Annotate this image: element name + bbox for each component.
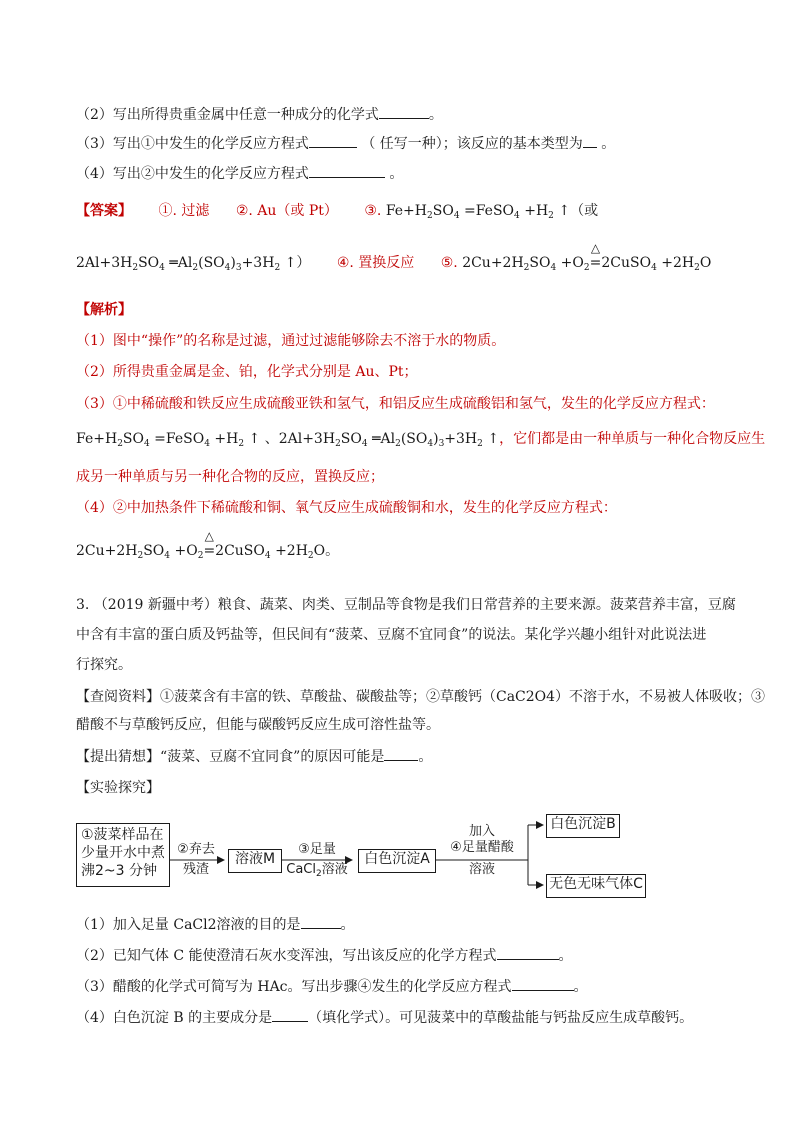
answer-equation-3: $Fe+H_2SO_4$ =FeSO$_4$ $+H_2$ ↑（或 xyxy=(385,203,599,221)
question-2: （2）写出所得贵重金属中任意一种成分的化学式 。 xyxy=(76,104,443,125)
answer-equation-5: $2Cu+2H_2SO_4 +O_2$ △ =2CuSO$_4$ $+2H_2O$ xyxy=(462,241,712,273)
flow-label-2: ③足量 xyxy=(298,842,336,857)
answer-blank xyxy=(512,976,574,991)
flow-label-1: ②弃去 xyxy=(177,842,215,857)
answer-blank xyxy=(497,945,559,960)
flow-box-precipitate-a: 白色沉淀A xyxy=(358,849,436,873)
question-4: （4）写出②中发生的化学反应方程式 。 xyxy=(76,163,403,184)
analysis-line-6: （4）②中加热条件下稀硫酸和铜、氧气反应生成硫酸铜和水，发生的化学反应方程式： xyxy=(76,500,617,516)
analysis-line-2: （2）所得贵重金属是金、铂，化学式分别是 Au、Pt； xyxy=(76,364,418,380)
analysis-line-3: （3）①中稀硫酸和铁反应生成硫酸亚铁和氢气，和铝反应生成硫酸铝和氢气，发生的化学反应方程式： xyxy=(76,396,715,412)
problem-3-line-6: 【提出猜想】“菠菜、豆腐不宜同食”的原因可能是 。 xyxy=(76,746,432,767)
answer-blank xyxy=(272,1007,308,1022)
analysis-line-4: $Fe+H_2SO_4$ =FeSO$_4$ $+H_2$ ↑ 、$2Al+3H_2SO_4$ $═Al_2(SO_4)_3+3H_2$ ↑，它们都是由一种单质与一种化合物反应生 xyxy=(76,431,766,449)
answer-equation-3b: $2Al+3H_2SO_4$ $═Al_2(SO_4)_3+3H_2$ ↑） xyxy=(76,255,311,273)
problem-3-line-5: 醋酸不与草酸钙反应，但能与碳酸钙反应生成可溶性盐等。 xyxy=(76,717,440,733)
flow-box-gas-c: 无色无味气体C xyxy=(546,874,646,898)
subq-3: （3）醋酸的化学式可简写为 HAc。写出步骤④发生的化学反应方程式 。 xyxy=(76,976,588,997)
question-3: （3）写出①中发生的化学反应方程式 （ 任写一种）；该反应的基本类型为 。 xyxy=(76,133,615,154)
problem-3-line-4: 【查阅资料】①菠菜含有丰富的铁、草酸盐、碳酸盐等；②草酸钙（CaC2O4）不溶于水，不易被人体吸收；③ xyxy=(76,689,766,705)
analysis-equation-2: $2Cu+2H_2SO_4 +O_2$ △ =2CuSO$_4$ $+2H_2O$ xyxy=(76,529,326,561)
flow-box-sample: ①菠菜样品在 少量开水中煮 沸2~3 分钟 xyxy=(76,823,170,887)
problem-3-line-2: 中含有丰富的蛋白质及钙盐等，但民间有“菠菜、豆腐不宜同食”的说法。某化学兴趣小组针对此说法进 xyxy=(76,627,707,643)
subq-2: （2）已知气体 C 能使澄清石灰水变浑浊，写出该反应的化学方程式 。 xyxy=(76,945,573,966)
analysis-label: 【解析】 xyxy=(76,302,132,318)
flow-box-precipitate-b: 白色沉淀B xyxy=(546,814,620,838)
problem-3-line-1: 3. （2019 新疆中考）粮食、蔬菜、肉类、豆制品等食物是我们日常营养的主要来源。菠菜营养丰富，豆腐 xyxy=(76,597,736,613)
subq-1: （1）加入足量 CaCl2溶液的目的是 。 xyxy=(76,914,355,935)
problem-3-line-3: 行探究。 xyxy=(76,657,132,673)
flow-label-3: 加入 ④足量醋酸 xyxy=(450,824,514,855)
analysis-line-7: $2Cu+2H_2SO_4 +O_2$ △ =2CuSO$_4$ $+2H_2O$。 xyxy=(76,529,340,561)
answer-blank xyxy=(301,914,341,929)
answer-line-2: $2Al+3H_2SO_4$ $═Al_2(SO_4)_3+3H_2$ ↑） ④. 置换反应 ⑤. $2Cu+2H_2SO_4 +O_2$ △ =2CuSO$_4$ $+2H_2O$ xyxy=(76,241,712,273)
flow-box-solution-m: 溶液M xyxy=(228,849,282,873)
analysis-equations: $Fe+H_2SO_4$ =FeSO$_4$ $+H_2$ ↑ 、$2Al+3H_2SO_4$ $═Al_2(SO_4)_3+3H_2$ ↑ xyxy=(76,431,500,449)
analysis-line-1: （1）图中“操作”的名称是过滤，通过过滤能够除去不溶于水的物质。 xyxy=(76,333,506,349)
analysis-line-5: 成另一种单质与另一种化合物的反应，置换反应； xyxy=(76,469,384,485)
problem-3-line-7: 【实验探究】 xyxy=(76,780,160,796)
answer-line-1: 【答案】 ①. 过滤 ②. Au（或 Pt） ③. $Fe+H_2SO_4$ =FeSO$_4$ $+H_2$ ↑（或 xyxy=(76,203,599,221)
subq-4: （4）白色沉淀 B 的主要成分是 （填化学式）。可见菠菜中的草酸盐能与钙盐反应生成草酸钙。 xyxy=(76,1007,693,1028)
